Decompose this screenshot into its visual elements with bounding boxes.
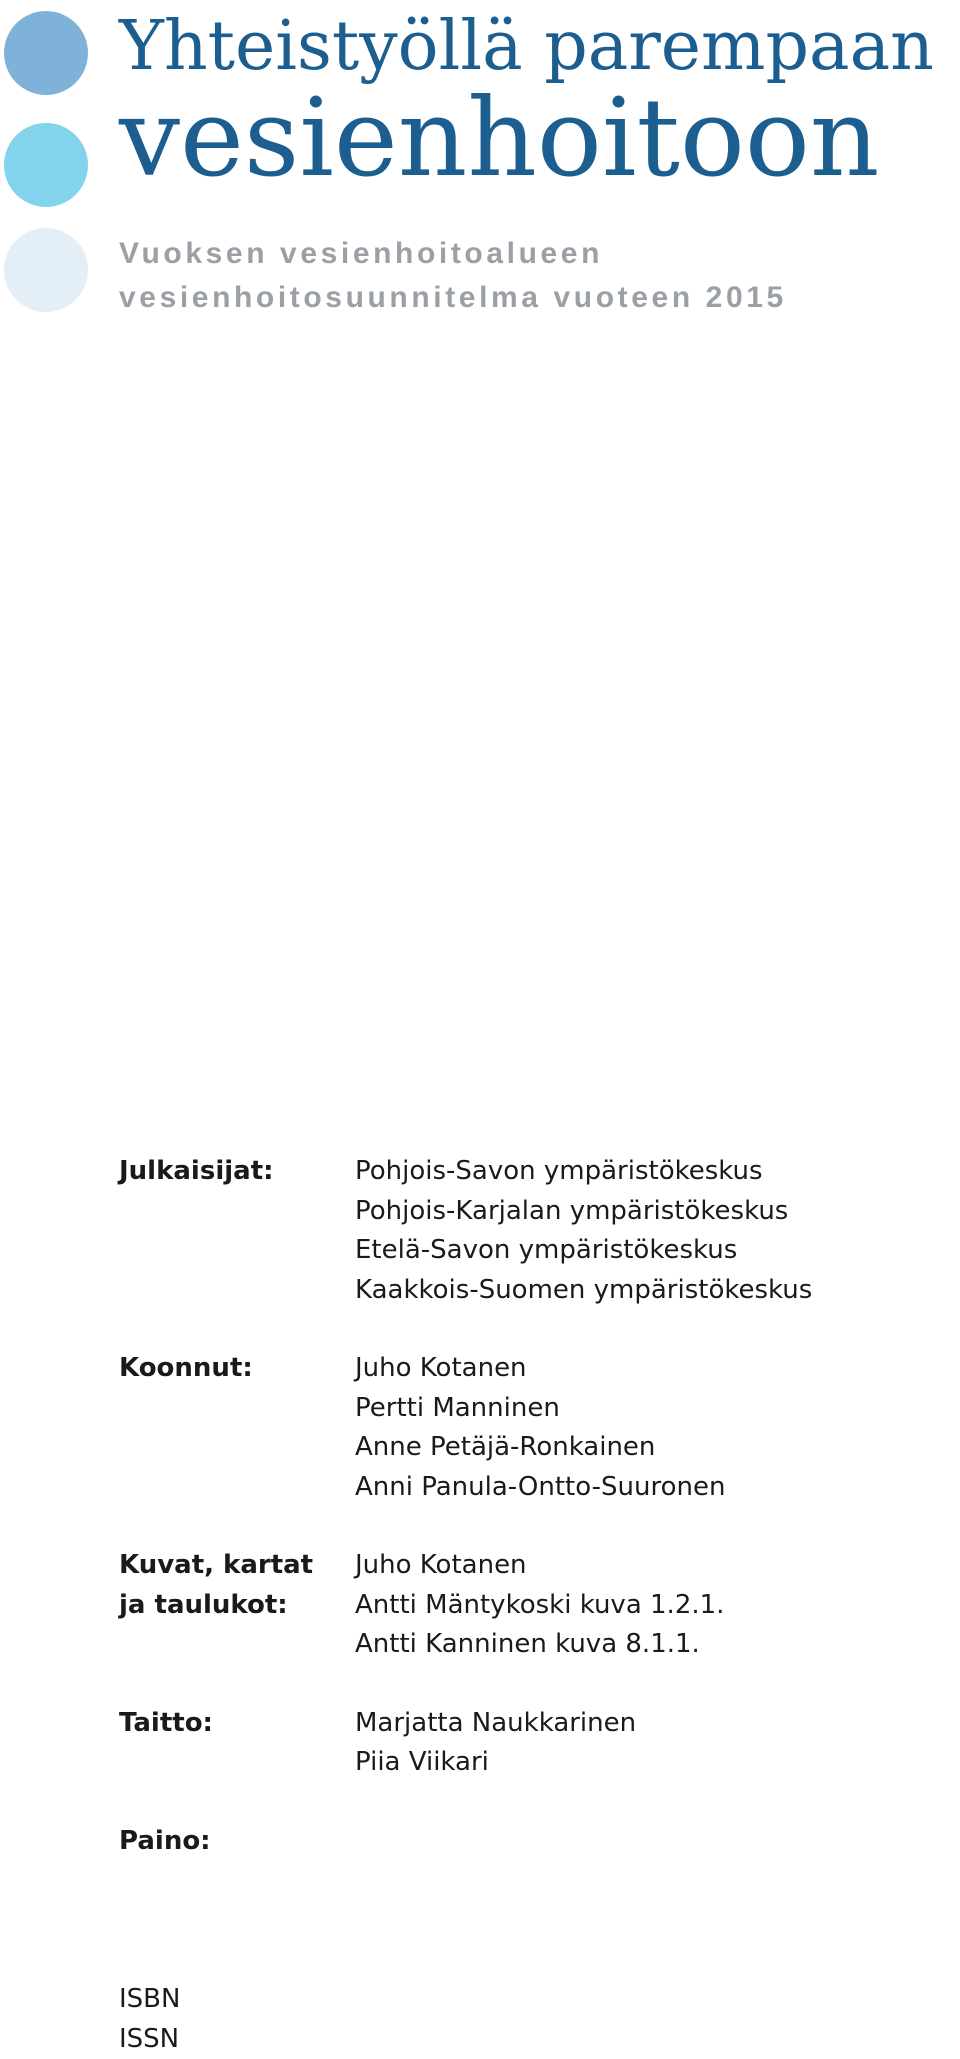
subtitle — [119, 232, 787, 320]
image-credit-item: Antti Mäntykoski kuva 1.2.1. — [355, 1586, 724, 1626]
compiler-item: Anni Panula-Ontto-Suuronen — [355, 1468, 725, 1508]
decorative-circle-dark — [4, 11, 88, 95]
print-label: Paino: — [119, 1822, 355, 1862]
subtitle-line-2: vesienhoitosuunnitelma vuoteen 2015 — [119, 276, 787, 320]
decorative-circle-light — [4, 228, 88, 312]
title-line-1: Yhteistyöllä parempaan — [119, 10, 934, 85]
isbn-label: ISBN — [119, 1980, 180, 2020]
compiler-item: Pertti Manninen — [355, 1389, 725, 1429]
layout-item: Piia Viikari — [355, 1743, 636, 1783]
publisher-item: Pohjois-Savon ympäristökeskus — [355, 1152, 812, 1192]
image-credit-item: Antti Kanninen kuva 8.1.1. — [355, 1625, 724, 1665]
publisher-item: Etelä-Savon ympäristökeskus — [355, 1231, 812, 1271]
compilers-section — [119, 1349, 812, 1507]
layout-label: Taitto: — [119, 1704, 355, 1744]
print-section — [119, 1822, 812, 1862]
compiler-item: Juho Kotanen — [355, 1349, 725, 1389]
layout-section — [119, 1704, 812, 1783]
identifiers — [119, 1980, 180, 2059]
images-label-line-2: ja taulukot: — [119, 1586, 355, 1626]
compiled-label: Koonnut: — [119, 1349, 355, 1389]
publisher-item: Kaakkois-Suomen ympäristökeskus — [355, 1271, 812, 1311]
image-credit-item: Juho Kotanen — [355, 1546, 724, 1586]
layout-item: Marjatta Naukkarinen — [355, 1704, 636, 1744]
publishers-section — [119, 1152, 812, 1310]
subtitle-line-1: Vuoksen vesienhoitoalueen — [119, 232, 787, 276]
colophon — [119, 1152, 812, 1900]
images-section — [119, 1546, 812, 1665]
issn-label: ISSN — [119, 2020, 180, 2059]
decorative-circle-medium — [4, 123, 88, 207]
images-label-line-1: Kuvat, kartat — [119, 1546, 355, 1586]
compiler-item: Anne Petäjä-Ronkainen — [355, 1428, 725, 1468]
publishers-label: Julkaisijat: — [119, 1152, 355, 1192]
publisher-item: Pohjois-Karjalan ympäristökeskus — [355, 1192, 812, 1232]
title-line-2: vesienhoitoon — [119, 80, 879, 199]
